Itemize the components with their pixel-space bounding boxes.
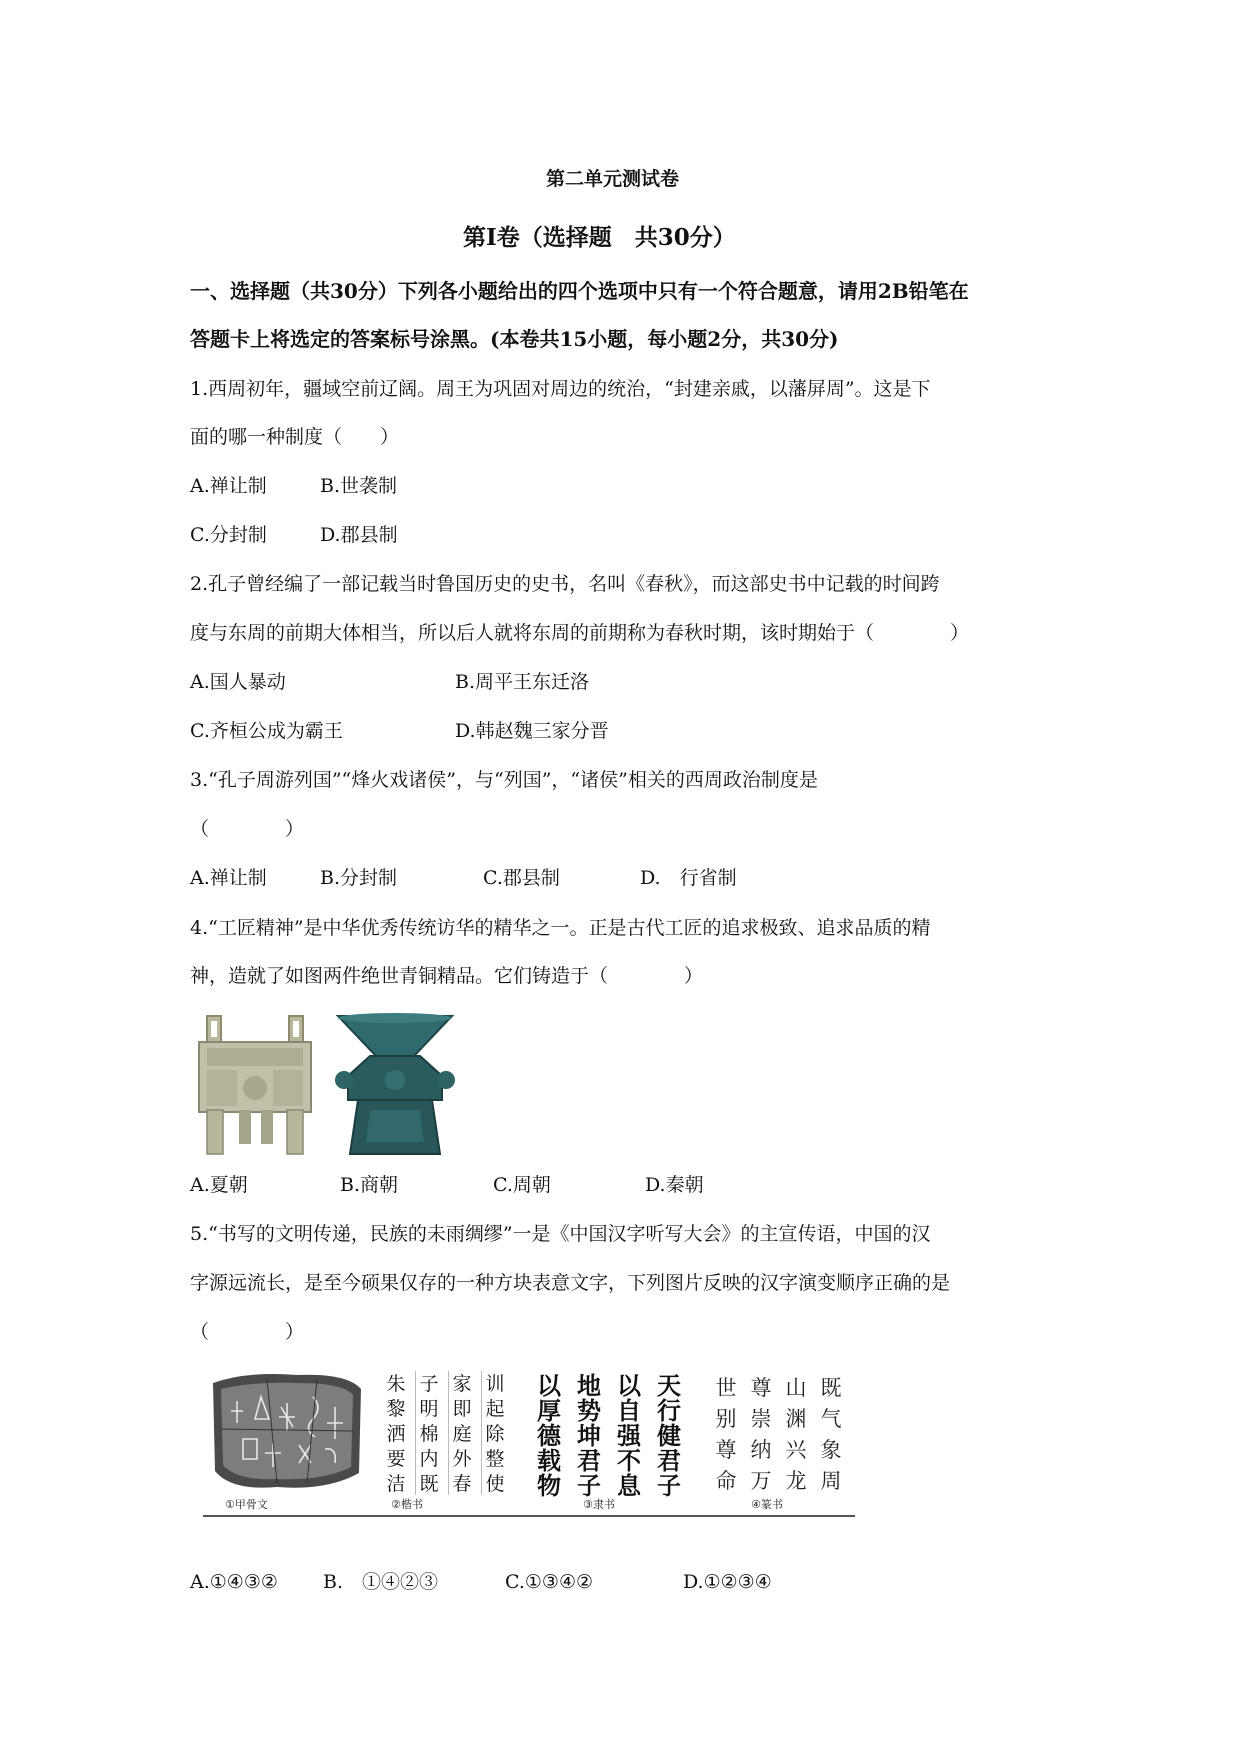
question-2-line1: 2.孔子曾经编了一部记载当时鲁国历史的史书，名叫《春秋》，而这部史书中记载的时间跨	[190, 573, 940, 595]
kaishu-char: 要	[386, 1448, 406, 1470]
lishu-char: 坤	[577, 1421, 601, 1450]
lishu-char: 以	[617, 1371, 641, 1400]
lishu-char: 物	[537, 1471, 561, 1500]
lishu-char: 德	[537, 1421, 561, 1450]
q3-option-c[interactable]: C.郡县制	[483, 867, 560, 889]
q3-option-b[interactable]: B.分封制	[320, 867, 398, 889]
q4-option-d[interactable]: D.秦朝	[645, 1174, 704, 1196]
script-figure	[203, 1365, 855, 1517]
kaishu-char: 明	[419, 1398, 439, 1420]
kaishu-char: 使	[485, 1473, 505, 1495]
caption-kaishu: ②楷书	[391, 1498, 423, 1511]
kaishu-char: 起	[485, 1398, 505, 1420]
lishu-char: 以	[537, 1371, 561, 1400]
caption-zhuanshu: ④篆书	[751, 1498, 783, 1511]
kaishu-panel	[375, 1367, 515, 1501]
oracle-bone-image	[207, 1367, 367, 1497]
zhuanshu-char: 纳	[750, 1438, 772, 1462]
q3-option-d[interactable]: D. 行省制	[640, 867, 737, 889]
kaishu-grid-line	[448, 1371, 449, 1495]
kaishu-grid-line	[415, 1371, 416, 1495]
question-5-line3: （ ）	[190, 1321, 305, 1343]
kaishu-char: 即	[452, 1398, 472, 1420]
q1-option-d[interactable]: D.郡县制	[320, 524, 398, 546]
lishu-char: 君	[657, 1446, 681, 1475]
q1-option-a[interactable]: A.禅让制	[190, 475, 267, 497]
q3-option-a[interactable]: A.禅让制	[190, 867, 267, 889]
q2-option-c[interactable]: C.齐桓公成为霸王	[190, 720, 343, 742]
kaishu-char: 黎	[386, 1398, 406, 1420]
lishu-char: 君	[577, 1446, 601, 1475]
question-1-line1: 1.西周初年，疆域空前辽阔。周王为巩固对周边的统治，“封建亲戚，以藩屏周”。这是下	[190, 378, 931, 400]
lishu-char: 健	[657, 1421, 681, 1450]
question-3-line2: （ ）	[190, 818, 305, 840]
question-4-line1: 4.“工匠精神”是中华优秀传统访华的精华之一。正是古代工匠的追求极致、追求品质的精	[190, 917, 931, 939]
q5-option-c[interactable]: C.①③④②	[505, 1571, 594, 1593]
q5-option-d[interactable]: D.①②③④	[683, 1571, 772, 1593]
q2-option-d[interactable]: D.韩赵魏三家分晋	[455, 720, 609, 742]
kaishu-char: 子	[419, 1373, 439, 1395]
kaishu-char: 洁	[386, 1473, 406, 1495]
kaishu-char: 家	[452, 1373, 472, 1395]
kaishu-char: 棉	[419, 1423, 439, 1445]
lishu-char: 息	[617, 1471, 641, 1500]
zhuanshu-char: 既	[820, 1376, 842, 1400]
kaishu-char: 既	[419, 1473, 439, 1495]
page-subtitle: 第Ⅰ卷（选择题 共30分）	[463, 224, 736, 251]
kaishu-grid-line	[481, 1371, 482, 1495]
zhuanshu-char: 山	[785, 1376, 807, 1400]
question-5-line1: 5.“书写的文明传递，民族的未雨绸缪”一是《中国汉字听写大会》的主宣传语，中国的汉	[190, 1223, 931, 1245]
q4-option-b[interactable]: B.商朝	[340, 1174, 399, 1196]
kaishu-char: 朱	[386, 1373, 406, 1395]
kaishu-char: 庭	[452, 1423, 472, 1445]
page-title: 第二单元测试卷	[546, 168, 680, 190]
lishu-char: 势	[577, 1396, 601, 1425]
kaishu-char: 内	[419, 1448, 439, 1470]
question-4-line2: 神，造就了如图两件绝世青铜精品。它们铸造于（ ）	[190, 965, 704, 987]
q5-option-a[interactable]: A.①④③②	[190, 1571, 278, 1593]
zhuanshu-char: 崇	[750, 1407, 772, 1431]
lishu-char: 强	[617, 1421, 641, 1450]
question-3-line1: 3.“孔子周游列国”“烽火戏诸侯”，与“列国”，“诸侯”相关的西周政治制度是	[190, 769, 818, 791]
q4-option-a[interactable]: A.夏朝	[190, 1174, 248, 1196]
lishu-char: 不	[617, 1446, 641, 1475]
zhuanshu-char: 气	[820, 1407, 842, 1431]
lishu-char: 自	[617, 1396, 641, 1425]
q4-option-c[interactable]: C.周朝	[493, 1174, 551, 1196]
kaishu-char: 洒	[386, 1423, 406, 1445]
lishu-char: 地	[577, 1371, 601, 1400]
zhuanshu-char: 兴	[785, 1438, 807, 1462]
lishu-char: 载	[537, 1446, 561, 1475]
kaishu-char: 春	[452, 1473, 472, 1495]
lishu-char: 厚	[537, 1396, 561, 1425]
zhuanshu-char: 万	[750, 1469, 772, 1493]
section-instruction-line2: 答题卡上将选定的答案标号涂黑。(本卷共15小题，每小题2分，共30分)	[190, 327, 839, 351]
section-instruction-line1: 一、选择题（共30分）下列各小题给出的四个选项中只有一个符合题意，请用2B铅笔在	[190, 279, 969, 303]
lishu-char: 天	[657, 1371, 681, 1400]
q2-option-b[interactable]: B.周平王东迁洛	[455, 671, 590, 693]
lishu-panel	[528, 1367, 696, 1501]
question-5-line2: 字源远流长，是至今硕果仅存的一种方块表意文字，下列图片反映的汉字演变顺序正确的是	[190, 1272, 951, 1294]
zhuanshu-char: 尊	[750, 1376, 772, 1400]
kaishu-char: 外	[452, 1448, 472, 1470]
kaishu-char: 整	[485, 1448, 505, 1470]
q5-option-b[interactable]: B. ①④②③	[323, 1571, 439, 1593]
kaishu-char: 训	[485, 1373, 505, 1395]
zhuanshu-char: 周	[820, 1469, 842, 1493]
zhuanshu-char: 尊	[715, 1438, 737, 1462]
zhuanshu-char: 象	[820, 1438, 842, 1462]
lishu-char: 子	[657, 1471, 681, 1500]
caption-lishu: ③隶书	[583, 1498, 615, 1511]
question-1-line2: 面的哪一种制度（ ）	[190, 426, 400, 448]
bronze-zun-image	[330, 1010, 460, 1160]
bronze-ding-image	[193, 1010, 318, 1160]
q1-option-b[interactable]: B.世袭制	[320, 475, 398, 497]
zhuanshu-char: 渊	[785, 1407, 807, 1431]
zhuanshu-panel	[705, 1367, 853, 1501]
zhuanshu-char: 世	[715, 1376, 737, 1400]
q1-option-c[interactable]: C.分封制	[190, 524, 267, 546]
lishu-char: 子	[577, 1471, 601, 1500]
zhuanshu-char: 别	[715, 1407, 737, 1431]
zhuanshu-char: 龙	[785, 1469, 807, 1493]
question-2-line2: 度与东周的前期大体相当，所以后人就将东周的前期称为春秋时期，该时期始于（ ）	[190, 622, 970, 644]
q2-option-a[interactable]: A.国人暴动	[190, 671, 286, 693]
lishu-char: 行	[657, 1396, 681, 1425]
zhuanshu-char: 命	[715, 1469, 737, 1493]
kaishu-char: 除	[485, 1423, 505, 1445]
caption-oracle-bone: ①甲骨文	[225, 1498, 268, 1511]
